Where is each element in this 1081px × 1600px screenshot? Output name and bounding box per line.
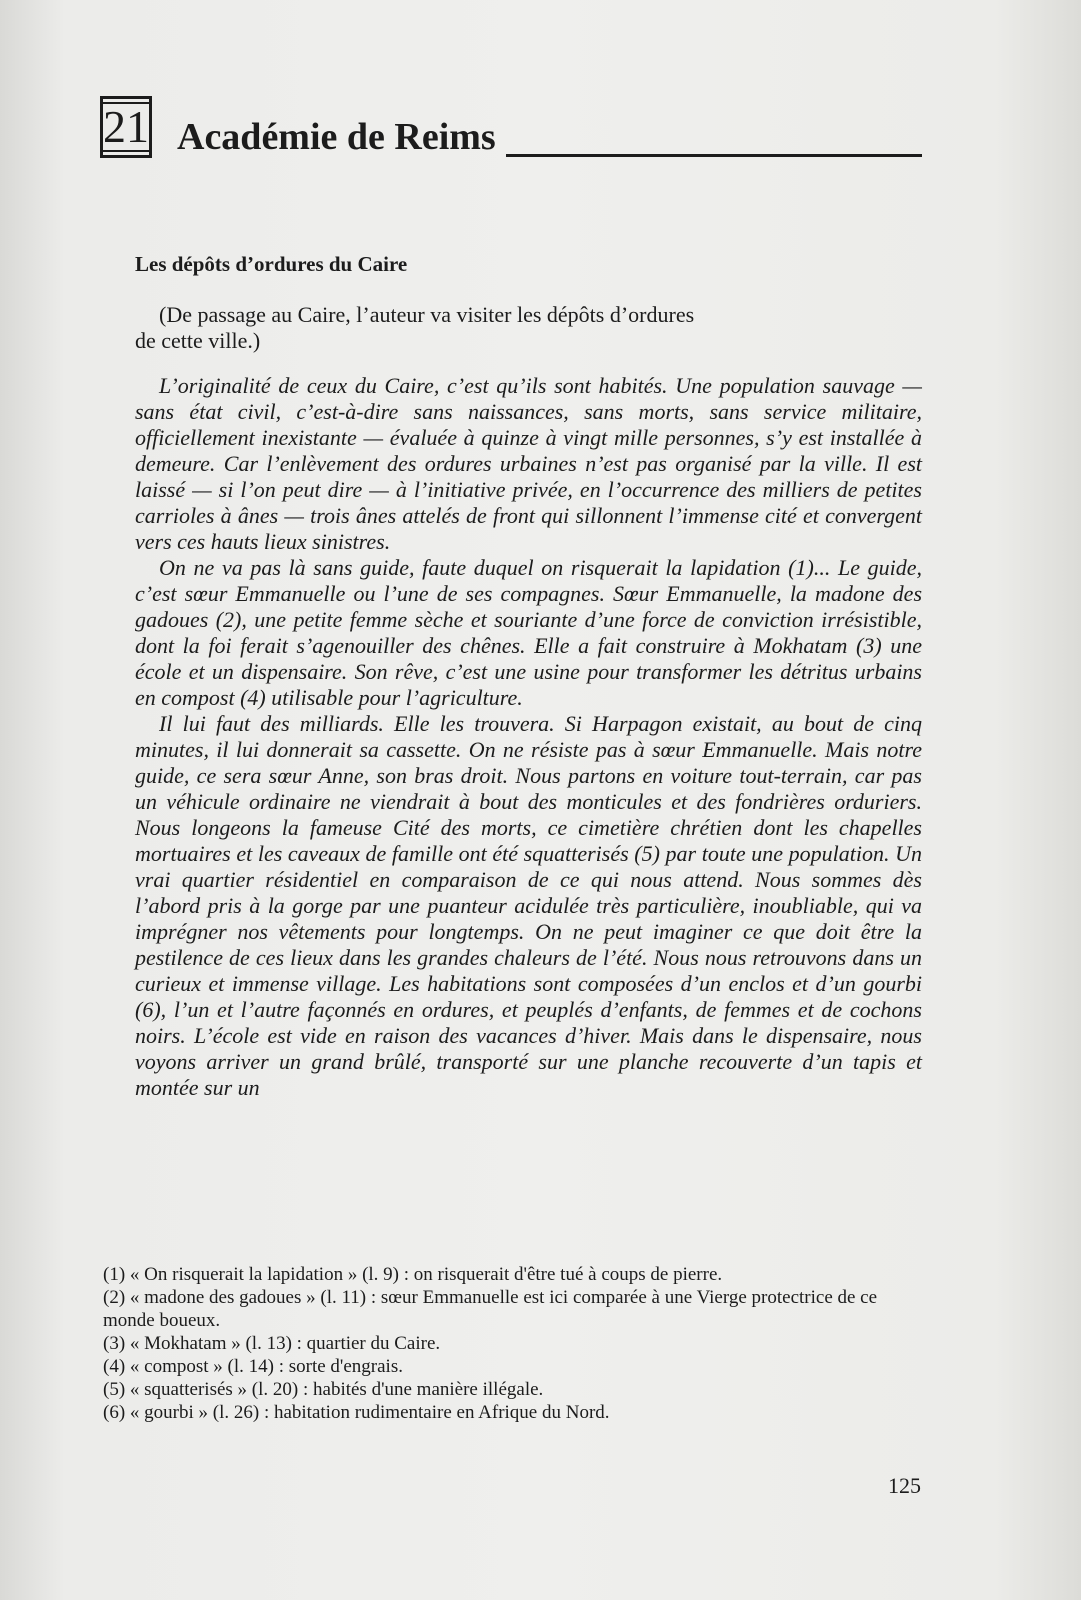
- body-text: [135, 373, 922, 1101]
- chapter-number: 21: [103, 101, 149, 152]
- intro-line: de cette ville.): [135, 328, 261, 353]
- body-paragraph: On ne va pas là sans guide, faute duquel on risquerait la lapidation (1)... Le guide, c’est sœur Emmanuelle ou l’une de ses compagnes. Sœur Emmanuelle, la madone des gadoues (2), une petite femme sèche et souriante d’une force de conviction irrésistible, dont la foi ferait s’agenouiller des chênes. Elle a fait construire à Mokhatam (3) une école et un dispensaire. Son rêve, c’est une usine pour transformer les détritus urbains en compost (4) utilisable pour l’agriculture.: [135, 555, 922, 710]
- title-rule: [506, 154, 922, 157]
- chapter-number-box: [100, 96, 152, 158]
- footnote: (5) « squatterisés » (l. 20) : habités d'une manière illégale.: [103, 1379, 544, 1400]
- page-number: 125: [888, 1473, 921, 1498]
- footnote: (1) « On risquerait la lapidation » (l. 9) : on risquerait d'être tué à coups de pierre.: [103, 1264, 723, 1285]
- chapter-header: [100, 96, 922, 162]
- footnote: (2) « madone des gadoues » (l. 11) : sœur Emmanuelle est ici comparée à une Vierge protectrice de ce monde boueux.: [103, 1287, 878, 1331]
- body-paragraph: L’originalité de ceux du Caire, c’est qu’ils sont habités. Une population sauvage — sans état civil, c’est-à-dire sans naissances, sans morts, sans service militaire, officiellement inexistante — évaluée à quinze à vingt mille personnes, s’y est installée à demeure. Car l’enlèvement des ordures urbaines n’est pas organisé par la ville. Il est laissé — si l’on peut dire — à l’initiative privée, en l’occurrence des milliers de petites carrioles à ânes — trois ânes attelés de front qui sillonnent l’immense cité et convergent vers ces hauts lieux sinistres.: [135, 373, 922, 554]
- footnotes: [103, 1263, 923, 1424]
- intro-line: (De passage au Caire, l’auteur va visiter les dépôts d’ordures: [159, 302, 695, 327]
- section-title: Les dépôts d’ordures du Caire: [135, 252, 408, 276]
- body-paragraph: Il lui faut des milliards. Elle les trouvera. Si Harpagon existait, au bout de cinq minutes, il lui donnerait sa cassette. On ne résiste pas à sœur Emmanuelle. Mais notre guide, ce sera sœur Anne, son bras droit. Nous partons en voiture tout-terrain, car pas un véhicule ordinaire ne viendrait à bout des monticules et des fondrières orduriers. Nous longeons la fameuse Cité des morts, ce cimetière chrétien dont les chapelles mortuaires et les caveaux de famille ont été squatterisés (5) par toute une population. Un vrai quartier résidentiel en comparaison de ce qui nous attend. Nous sommes dès l’abord pris à la gorge par une puanteur acidulée très particulière, inoubliable, qui va imprégner nos vêtements pour longtemps. On ne peut imaginer ce que doit être la pestilence de ces lieux dans les grandes chaleurs de l’été. Nous nous retrouvons dans un curieux et immense village. Les habitations sont composées d’un enclos et d’un gourbi (6), l’un et l’autre façonnés en ordures, et peuplés d’enfants, de femmes et de cochons noirs. L’école est vide en raison des vacances d’hiver. Mais dans le dispensaire, nous voyons arriver un grand brûlé, transporté sur une planche recouverte d’un tapis et montée sur un: [135, 711, 922, 1100]
- intro-note: [135, 302, 815, 354]
- footnote: (6) « gourbi » (l. 26) : habitation rudimentaire en Afrique du Nord.: [103, 1402, 610, 1423]
- footnote: (4) « compost » (l. 14) : sorte d'engrais.: [103, 1356, 403, 1377]
- chapter-title: Académie de Reims: [177, 116, 496, 158]
- footnote: (3) « Mokhatam » (l. 13) : quartier du Caire.: [103, 1333, 441, 1354]
